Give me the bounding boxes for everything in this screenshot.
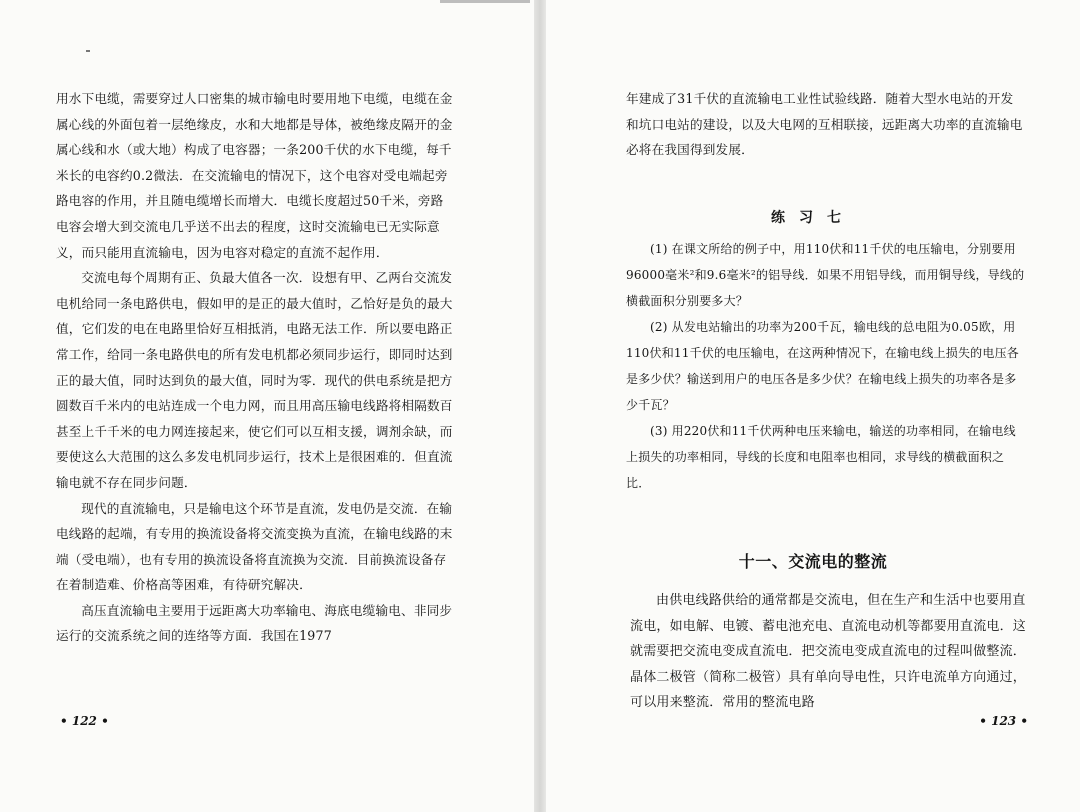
section-heading: 十一、交流电的整流	[738, 552, 888, 571]
right-continuation-text	[626, 86, 1026, 163]
right-page	[546, 0, 1080, 812]
left-page	[0, 0, 534, 812]
exercise-list	[626, 236, 1026, 496]
exercise-heading: 练习七	[771, 210, 855, 226]
exercise-item-2: (2) 从发电站输出的功率为200千瓦，输电线的总电阻为0.05欧，用110伏和11千伏的电压输电，在这两种情况下，在输电线上损失的电压各是多少伏？输送到用户的电压各是多少伏？在输电线上损失的功率各是多少千瓦？	[626, 320, 1019, 412]
right-continuation-paragraph: 年建成了31千伏的直流输电工业性试验线路．随着大型水电站的开发和坑口电站的建设，以及大电网的互相联接，远距离大功率的直流输电必将在我国得到发展．	[626, 91, 1023, 158]
scan-edge-mark	[440, 0, 530, 3]
page-number-left: • 122 •	[60, 714, 109, 728]
scan-speck	[86, 50, 90, 52]
exercise-item-1: (1) 在课文所给的例子中，用110伏和11千伏的电压输电，分别要用96000毫米²和9.6毫米²的铝导线．如果不用铝导线，而用铜导线，导线的横截面积分别要多大？	[626, 242, 1025, 308]
left-paragraph-1: 用水下电缆，需要穿过人口密集的城市输电时要用地下电缆，电缆在金属心线的外面包着一层绝缘皮，水和大地都是导体，被绝缘皮隔开的金属心线和水（或大地）构成了电容器；一条200千伏的水下电缆，每千米长的电容约0.2微法．在交流输电的情况下，这个电容对受电端起旁路电容的作用，并且随电缆增长而增大．电缆长度超过50千米，旁路电容会增大到交流电几乎送不出去的程度，这时交流输电已无实际意义，而只能用直流输电，因为电容对稳定的直流不起作用．	[56, 91, 453, 260]
left-paragraph-2: 交流电每个周期有正、负最大值各一次．设想有甲、乙两台交流发电机给同一条电路供电，假如甲的是正的最大值时，乙恰好是负的最大值，它们发的电在电路里恰好互相抵消，电路无法工作．所以要电路正常工作，给同一条电路供电的所有发电机都必须同步运行，即同时达到正的最大值，同时达到负的最大值，同时为零．现代的供电系统是把方圆数百千米内的电站连成一个电力网，而且用高压输电线路将相隔数百甚至上千千米的电力网连接起来，使它们可以互相支援，调剂余缺，而要使这么大范围的这么多发电机同步运行，技术上是很困难的．但直流输电就不存在同步问题．	[56, 270, 453, 490]
left-paragraph-4: 高压直流输电主要用于远距离大功率输电、海底电缆输电、非同步运行的交流系统之间的连络等方面．我国在1977	[56, 602, 453, 644]
section-body-text	[630, 588, 1030, 716]
page-number-right: • 123 •	[979, 714, 1028, 728]
left-body-text	[56, 86, 454, 649]
exercise-item-3: (3) 用220伏和11千伏两种电压来输电，输送的功率相同，在输电线上损失的功率相同，导线的长度和电阻率也相同，求导线的横截面积之比．	[626, 424, 1016, 490]
left-paragraph-3: 现代的直流输电，只是输电这个环节是直流，发电仍是交流．在输电线路的起端，有专用的换流设备将交流变换为直流，在输电线路的末端（受电端），也有专用的换流设备将直流换为交流．目前换流设备存在着制造难、价格高等困难，有待研究解决．	[56, 500, 453, 593]
section-paragraph-1: 由供电线路供给的通常都是交流电，但在生产和生活中也要用直流电，如电解、电镀、蓄电池充电、直流电动机等都要用直流电．这就需要把交流电变成直流电．把交流电变成直流电的过程叫做整流．晶体二极管（简称二极管）具有单向导电性，只许电流单方向通过，可以用来整流．常用的整流电路	[630, 593, 1027, 711]
book-gutter	[534, 0, 546, 812]
